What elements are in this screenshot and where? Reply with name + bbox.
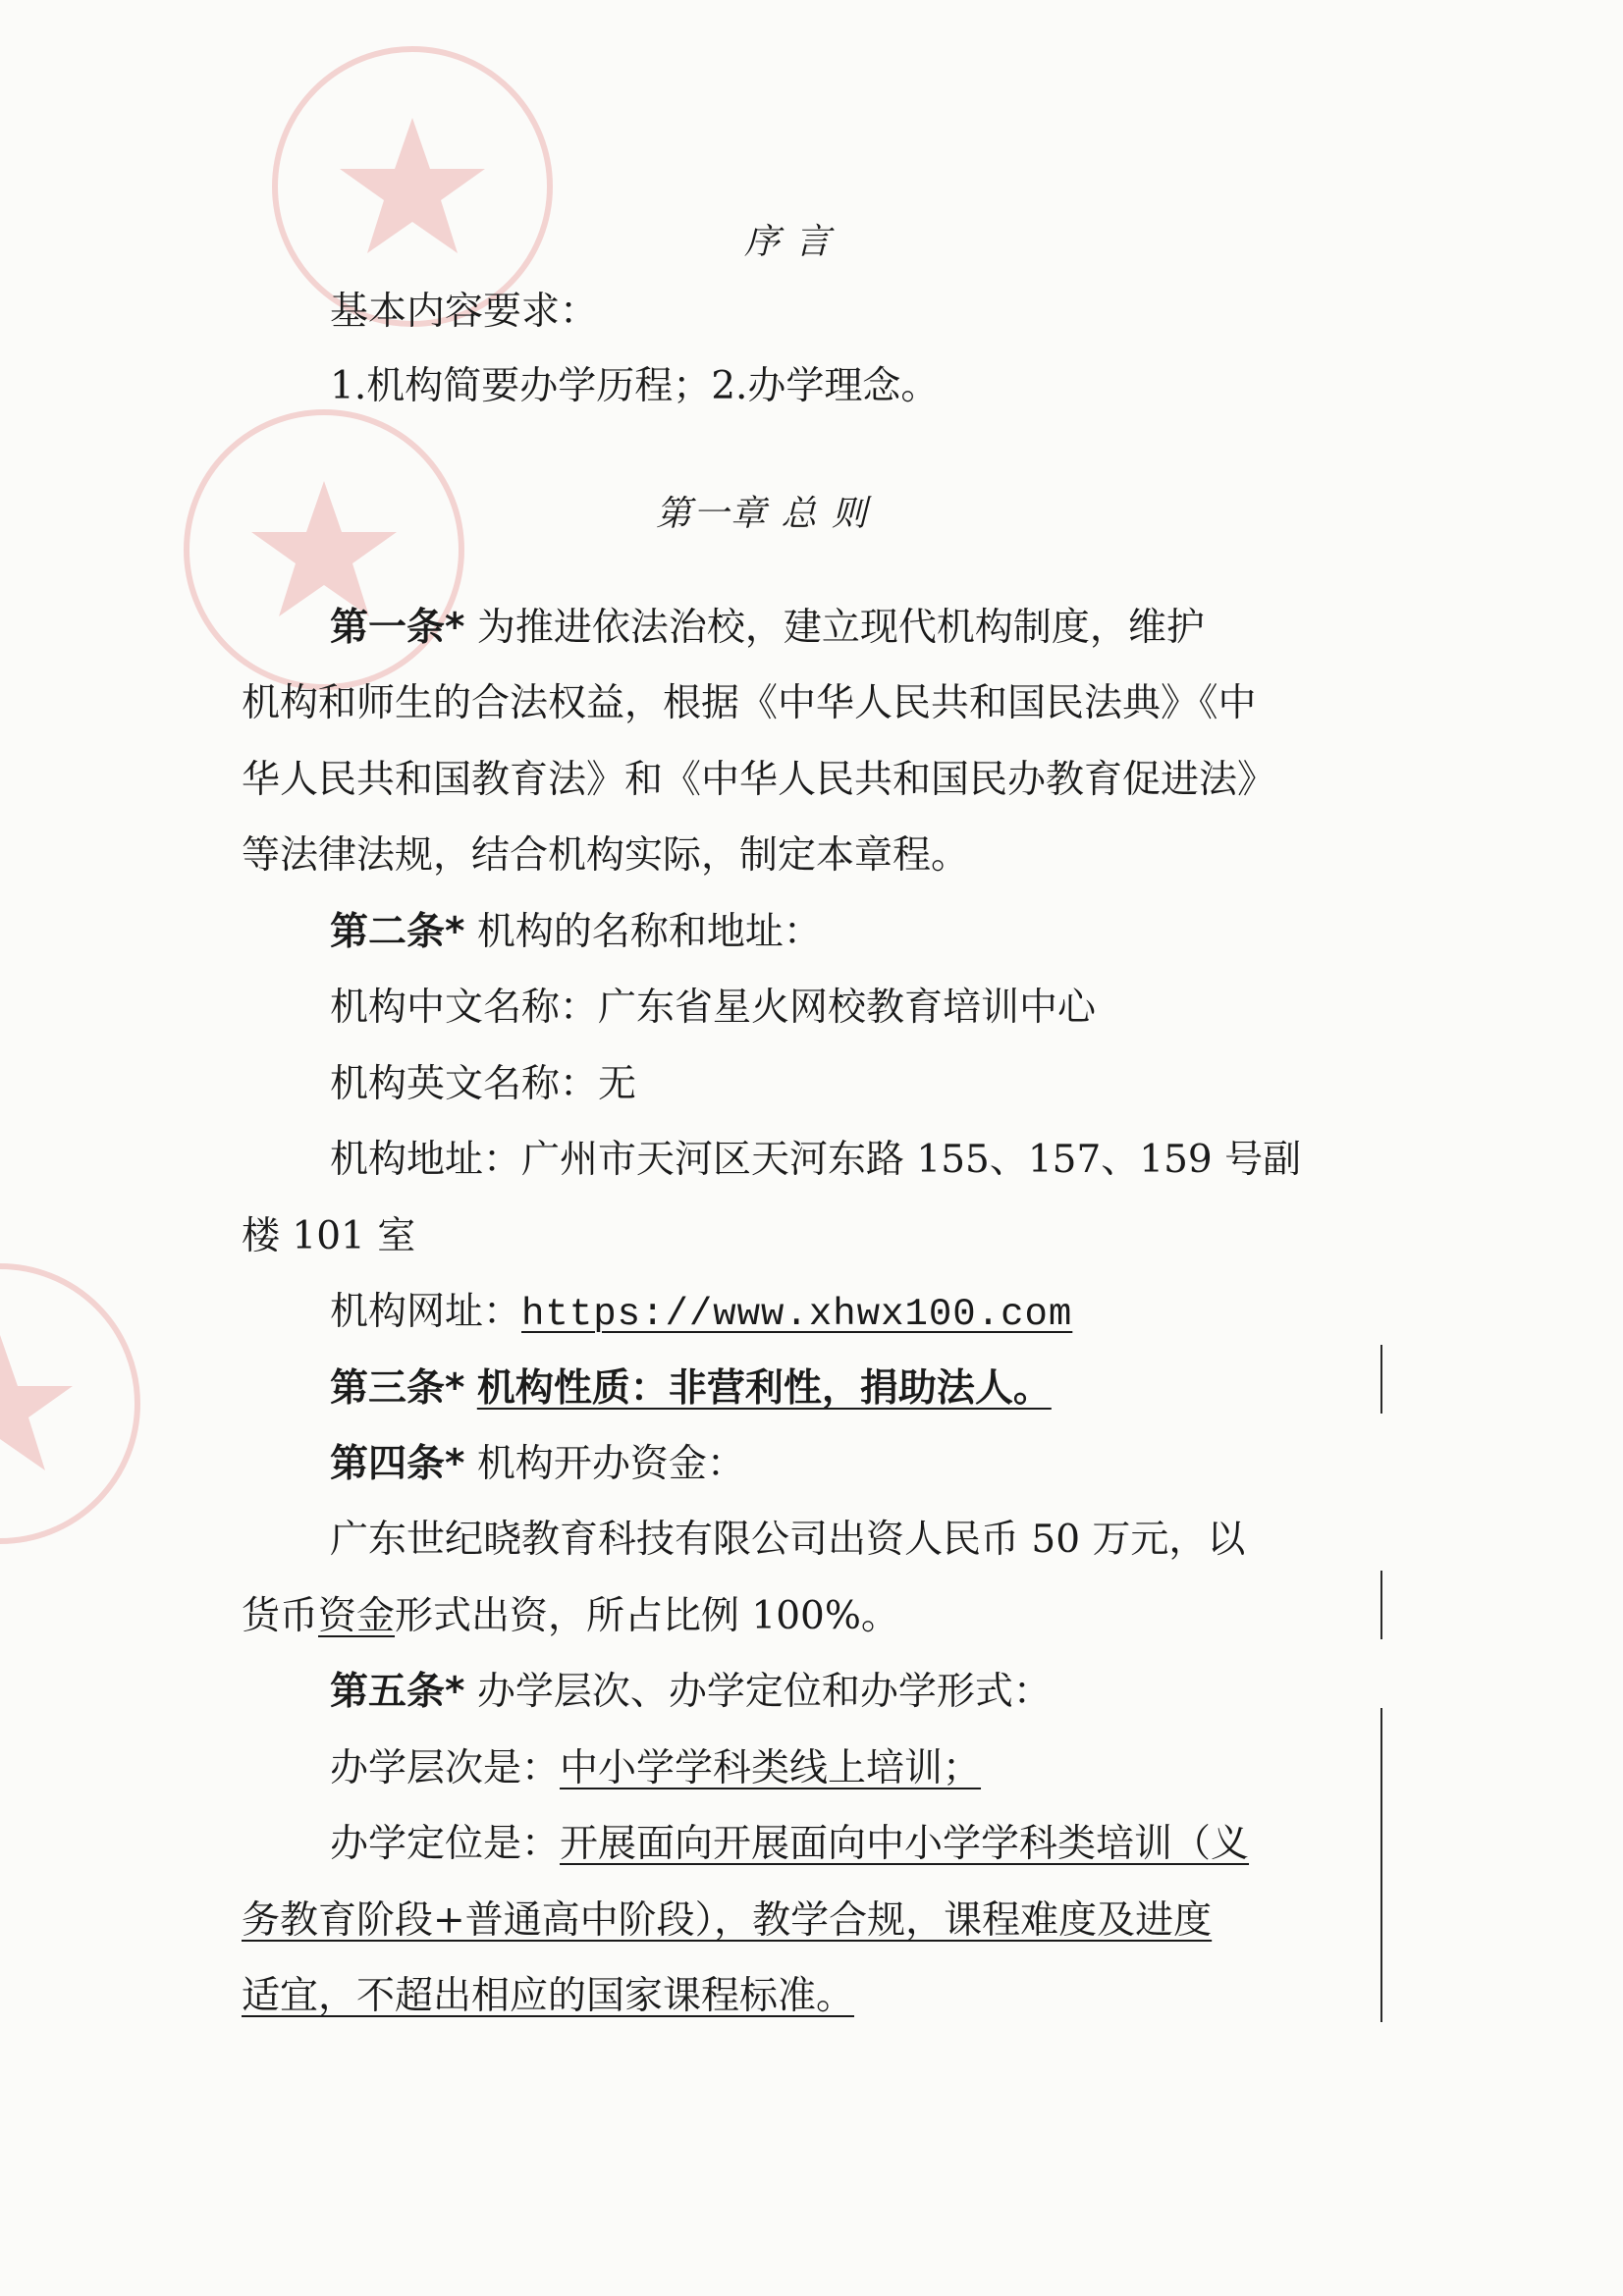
article-2-label: 第二条* <box>330 910 465 954</box>
article-1-line-1 <box>330 603 1205 654</box>
level-value: 中小学学科类线上培训； <box>560 1746 982 1790</box>
article-1-text: 为推进依法治校，建立现代机构制度，维护 <box>476 606 1205 650</box>
article-4-text: 机构开办资金： <box>476 1442 745 1486</box>
preface-title: 序 言 <box>744 222 833 262</box>
article-1-line-4: 等法律法规，结合机构实际，制定本章程。 <box>242 833 970 878</box>
website-label: 机构网址： <box>330 1290 522 1334</box>
article-4-label: 第四条* <box>330 1442 465 1486</box>
article-2-text: 机构的名称和地址： <box>476 910 822 954</box>
funding-line-1: 广东世纪晓教育科技有限公司出资人民币 50 万元，以 <box>330 1518 1246 1562</box>
chinese-name-line: 机构中文名称：广东省星火网校教育培训中心 <box>330 986 1097 1030</box>
chapter-one-title: 第一章 总 则 <box>656 494 869 534</box>
website-link[interactable]: https://www.xhwx100.com <box>521 1293 1073 1336</box>
position-line-1 <box>330 1819 1249 1870</box>
article-5-label: 第五条* <box>330 1670 465 1714</box>
funding-text-underlined: 资金 <box>318 1594 396 1638</box>
article-1-line-3: 华人民共和国教育法》和《中华人民共和国民办教育促进法》 <box>242 758 1276 802</box>
article-5-text: 办学层次、办学定位和办学形式： <box>476 1670 1052 1714</box>
article-1-label: 第一条* <box>330 606 465 650</box>
position-line-3: 适宜，不超出相应的国家课程标准。 <box>242 1974 855 2018</box>
revision-margin-bar-1 <box>1380 1345 1382 1414</box>
article-3-line <box>330 1363 1052 1415</box>
revision-margin-bar-2 <box>1380 1571 1382 1639</box>
position-value-1: 开展面向开展面向中小学学科类培训（义 <box>560 1822 1250 1866</box>
article-4-line-1 <box>330 1439 745 1490</box>
preface-requirements-items: 1.机构简要办学历程；2.办学理念。 <box>330 364 940 408</box>
revision-margin-bar-3 <box>1380 1708 1382 2022</box>
address-line-1: 机构地址：广州市天河区天河东路 155、157、159 号副 <box>330 1138 1302 1182</box>
red-seal-left <box>0 1256 147 1551</box>
funding-text-a: 货币 <box>242 1594 319 1638</box>
level-line <box>330 1743 981 1794</box>
article-5-line-1 <box>330 1667 1052 1718</box>
position-label: 办学定位是： <box>330 1822 561 1866</box>
funding-line-2 <box>242 1591 899 1642</box>
article-3-label: 第三条* <box>330 1366 465 1411</box>
position-line-2: 务教育阶段+普通高中阶段），教学合规，课程难度及进度 <box>242 1898 1213 1943</box>
level-label: 办学层次是： <box>330 1746 561 1790</box>
article-1-line-2: 机构和师生的合法权益，根据《中华人民共和国民法典》《中 <box>242 681 1257 725</box>
article-3-text: 机构性质：非营利性，捐助法人。 <box>476 1366 1052 1411</box>
address-line-2: 楼 101 室 <box>242 1214 416 1258</box>
english-name-line: 机构英文名称：无 <box>330 1062 637 1106</box>
preface-requirements-label: 基本内容要求： <box>330 290 599 334</box>
article-2-line-1 <box>330 907 822 958</box>
funding-text-b: 形式出资，所占比例 100%。 <box>395 1594 899 1638</box>
website-line <box>330 1287 1072 1340</box>
